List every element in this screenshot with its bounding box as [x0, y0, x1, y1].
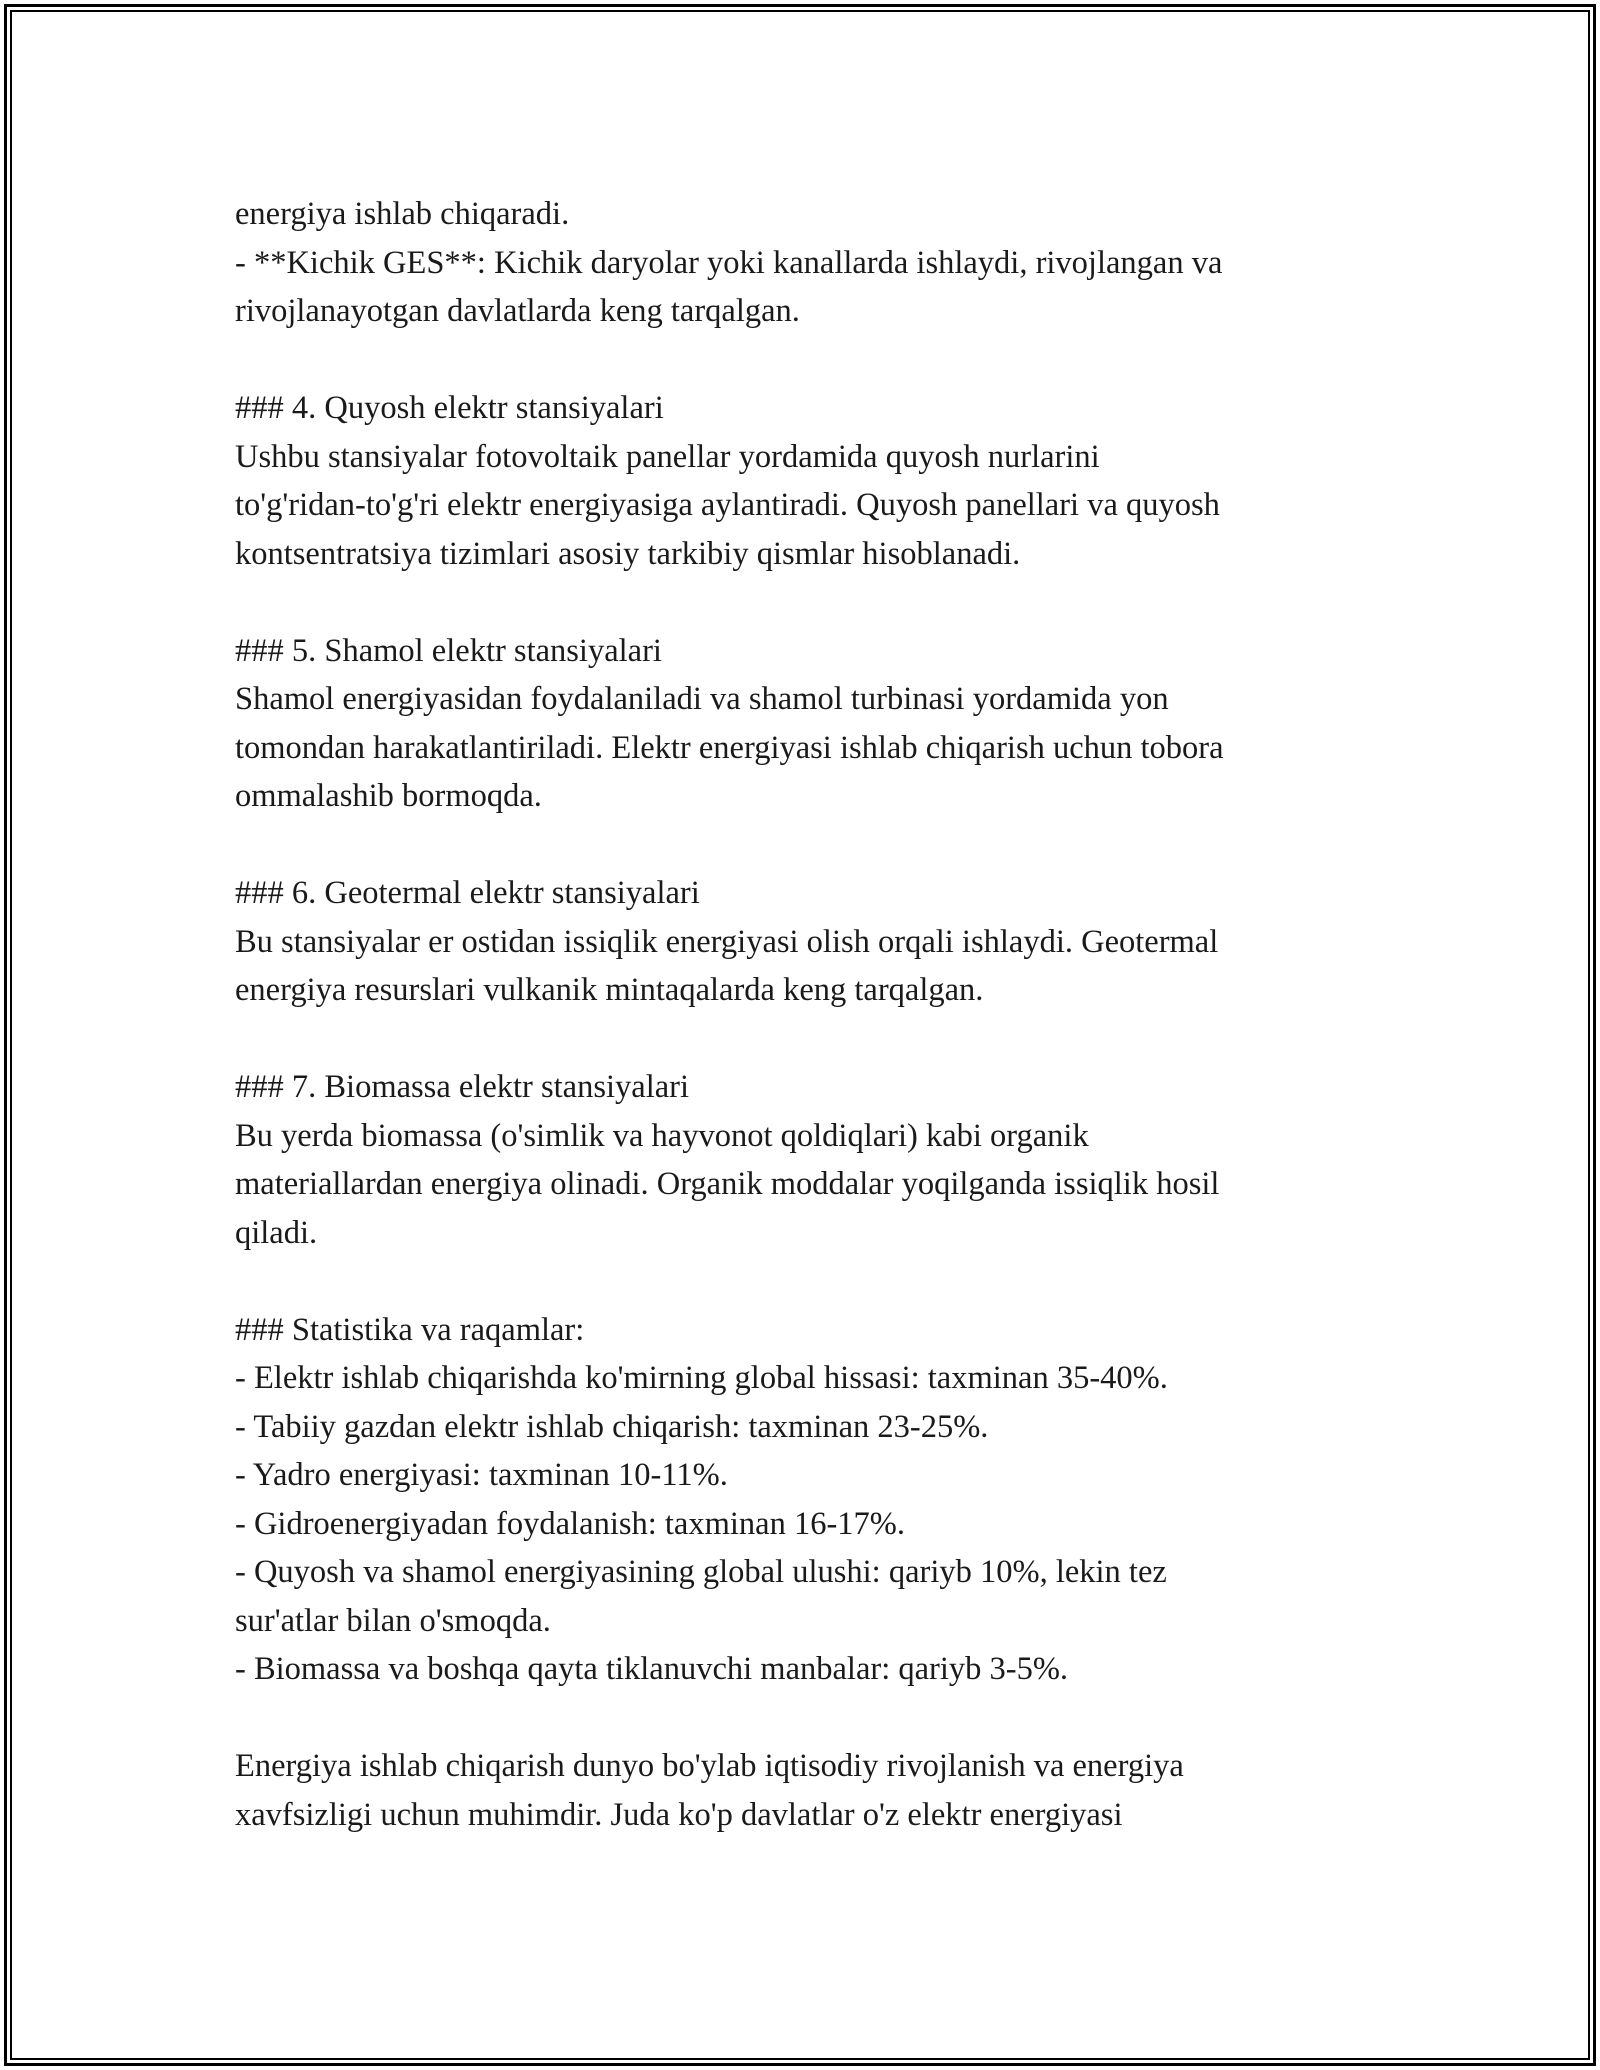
document-body	[235, 190, 1395, 1839]
section-shamol	[235, 627, 1395, 821]
text-line: Bu stansiyalar er ostidan issiqlik energiyasi olish orqali ishlaydi. Geotermal	[235, 923, 1219, 960]
list-item: - Quyosh va shamol energiyasining global ulushi: qariyb 10%, lekin tez	[235, 1554, 1167, 1590]
list-item: - Gidroenergiyadan foydalanish: taxminan 16-17%.	[235, 1505, 905, 1542]
list-item: - Yadro energiyasi: taxminan 10-11%.	[235, 1457, 728, 1493]
section-heading: ### 5. Shamol elektr stansiyalari	[235, 632, 662, 669]
list-item: sur'atlar bilan o'smoqda.	[235, 1602, 551, 1639]
text-line: Ushbu stansiyalar fotovoltaik panellar yordamida quyosh nurlarini	[235, 438, 1100, 475]
paragraph-conclusion	[235, 1742, 1395, 1839]
text-line: energiya resurslari vulkanik mintaqalarda keng tarqalgan.	[235, 972, 984, 1008]
text-line: tomondan harakatlantiriladi. Elektr energiyasi ishlab chiqarish uchun tobora	[235, 729, 1224, 766]
blank-line	[235, 821, 1395, 870]
text-line: Shamol energiyasidan foydalaniladi va shamol turbinasi yordamida yon	[235, 681, 1169, 717]
blank-line	[235, 1015, 1395, 1064]
text-line: energiya ishlab chiqaradi.	[235, 196, 570, 232]
list-item: - Elektr ishlab chiqarishda ko'mirning global hissasi: taxminan 35-40%.	[235, 1360, 1168, 1396]
list-item: - Biomassa va boshqa qayta tiklanuvchi manbalar: qariyb 3-5%.	[235, 1651, 1069, 1687]
text-line: rivojlanayotgan davlatlarda keng tarqalgan.	[235, 293, 800, 329]
section-heading: ### 4. Quyosh elektr stansiyalari	[235, 390, 664, 426]
section-biomassa	[235, 1063, 1395, 1257]
section-statistika	[235, 1306, 1395, 1694]
section-geotermal	[235, 869, 1395, 1015]
text-line: - **Kichik GES**: Kichik daryolar yoki kanallarda ishlaydi, rivojlangan va	[235, 244, 1223, 281]
blank-line	[235, 336, 1395, 385]
text-line: materiallardan energiya olinadi. Organik moddalar yoqilganda issiqlik hosil	[235, 1166, 1220, 1202]
section-heading: ### 6. Geotermal elektr stansiyalari	[235, 875, 700, 911]
list-item: - Tabiiy gazdan elektr ishlab chiqarish: taxminan 23-25%.	[235, 1408, 989, 1445]
text-line: Energiya ishlab chiqarish dunyo bo'ylab iqtisodiy rivojlanish va energiya	[235, 1748, 1184, 1784]
section-heading: ### 7. Biomassa elektr stansiyalari	[235, 1069, 690, 1105]
paragraph-intro	[235, 190, 1395, 336]
blank-line	[235, 1257, 1395, 1306]
text-line: kontsentratsiya tizimlari asosiy tarkibiy qismlar hisoblanadi.	[235, 535, 1021, 572]
text-line: Bu yerda biomassa (o'simlik va hayvonot qoldiqlari) kabi organik	[235, 1117, 1089, 1154]
text-line: qiladi.	[235, 1214, 318, 1251]
text-line: ommalashib bormoqda.	[235, 778, 542, 814]
blank-line	[235, 1694, 1395, 1743]
blank-line	[235, 578, 1395, 627]
text-line: to'g'ridan-to'g'ri elektr energiyasiga aylantiradi. Quyosh panellari va quyosh	[235, 487, 1220, 523]
text-line: xavfsizligi uchun muhimdir. Juda ko'p davlatlar o'z elektr energiyasi	[235, 1796, 1123, 1833]
section-quyosh	[235, 384, 1395, 578]
section-heading: ### Statistika va raqamlar:	[235, 1311, 585, 1348]
